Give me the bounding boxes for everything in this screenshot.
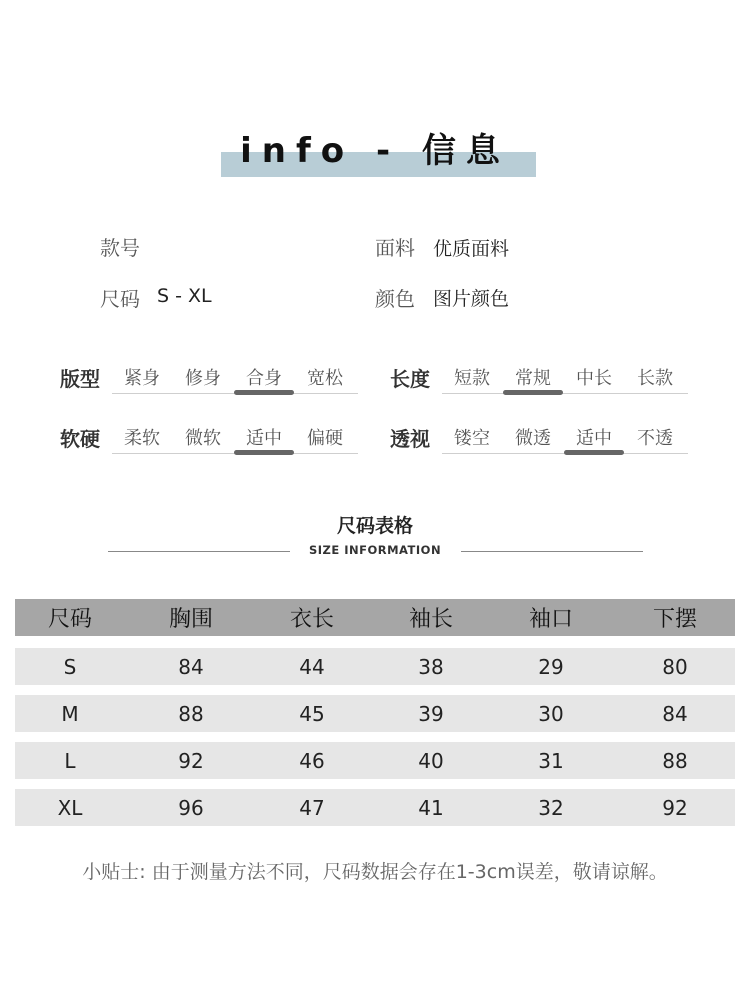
page-title: info - 信息 xyxy=(240,131,510,171)
header-cell: 袖口 xyxy=(528,607,573,632)
table-row xyxy=(15,648,735,685)
scale-option: 偏硬 xyxy=(307,428,343,449)
scale-option: 长款 xyxy=(637,368,673,389)
scale-option: 合身 xyxy=(246,368,282,389)
table-cell: 88 xyxy=(662,748,688,773)
table-cell: 47 xyxy=(299,795,325,820)
table-row xyxy=(15,789,735,826)
size-table-header xyxy=(15,599,735,636)
scale-option: 紧身 xyxy=(124,368,160,389)
model-label: 款号 xyxy=(100,236,140,260)
header-cell: 下摆 xyxy=(652,607,697,632)
color-value: 图片颜色 xyxy=(433,288,510,310)
table-cell: M xyxy=(61,701,79,726)
table-cell: 41 xyxy=(418,795,444,820)
table-cell: 31 xyxy=(538,748,564,773)
header-cell: 衣长 xyxy=(289,607,334,632)
table-cell: 92 xyxy=(662,795,688,820)
size-table-title: 尺码表格 xyxy=(336,515,413,537)
scale-baseline xyxy=(442,393,688,394)
scale-option: 中长 xyxy=(576,368,612,389)
table-cell: 29 xyxy=(538,654,564,679)
size-label: 尺码 xyxy=(100,287,140,311)
scale-option: 适中 xyxy=(246,428,282,449)
table-cell: 38 xyxy=(418,654,444,679)
table-cell: 88 xyxy=(178,701,204,726)
scale-title: 长度 xyxy=(390,367,430,391)
table-cell: 46 xyxy=(299,748,325,773)
divider-right xyxy=(461,551,643,552)
table-cell: 80 xyxy=(662,654,688,679)
table-cell: XL xyxy=(57,795,83,820)
table-cell: 30 xyxy=(538,701,564,726)
scale-option: 柔软 xyxy=(124,428,160,449)
table-cell: 39 xyxy=(418,701,444,726)
scale-selected-indicator xyxy=(564,450,624,455)
scale-title: 版型 xyxy=(60,367,100,391)
scale-option: 常规 xyxy=(515,368,551,389)
fabric-value: 优质面料 xyxy=(433,238,510,260)
table-cell: 40 xyxy=(418,748,444,773)
header-cell: 胸围 xyxy=(168,607,213,632)
scale-selected-indicator xyxy=(234,450,294,455)
fabric-label: 面料 xyxy=(375,236,415,260)
scale-title: 软硬 xyxy=(60,427,100,451)
header-cell: 袖长 xyxy=(408,607,453,632)
table-row xyxy=(15,695,735,732)
scale-option: 微软 xyxy=(185,428,221,449)
table-cell: 45 xyxy=(299,701,325,726)
size-table-subtitle: SIZE INFORMATION xyxy=(308,543,442,557)
table-cell: 32 xyxy=(538,795,564,820)
scale-option: 短款 xyxy=(454,368,490,389)
size-value: S - XL xyxy=(157,285,212,307)
table-cell: 96 xyxy=(178,795,204,820)
measurement-tip: 小贴士: 由于测量方法不同，尺码数据会存在1-3cm误差，敬请谅解。 xyxy=(82,861,668,883)
scale-selected-indicator xyxy=(503,390,563,395)
scale-option: 修身 xyxy=(185,368,221,389)
header-cell: 尺码 xyxy=(47,607,92,632)
scale-title: 透视 xyxy=(390,427,430,451)
table-cell: 84 xyxy=(662,701,688,726)
scale-option: 不透 xyxy=(637,428,673,449)
scale-option: 宽松 xyxy=(307,368,343,389)
color-label: 颜色 xyxy=(375,287,415,311)
scale-option: 镂空 xyxy=(454,428,490,449)
scale-option: 适中 xyxy=(576,428,612,449)
table-cell: L xyxy=(64,748,76,773)
table-cell: 92 xyxy=(178,748,204,773)
table-cell: S xyxy=(63,654,77,679)
scale-option: 微透 xyxy=(515,428,551,449)
table-row xyxy=(15,742,735,779)
scale-selected-indicator xyxy=(234,390,294,395)
table-cell: 84 xyxy=(178,654,204,679)
table-cell: 44 xyxy=(299,654,325,679)
